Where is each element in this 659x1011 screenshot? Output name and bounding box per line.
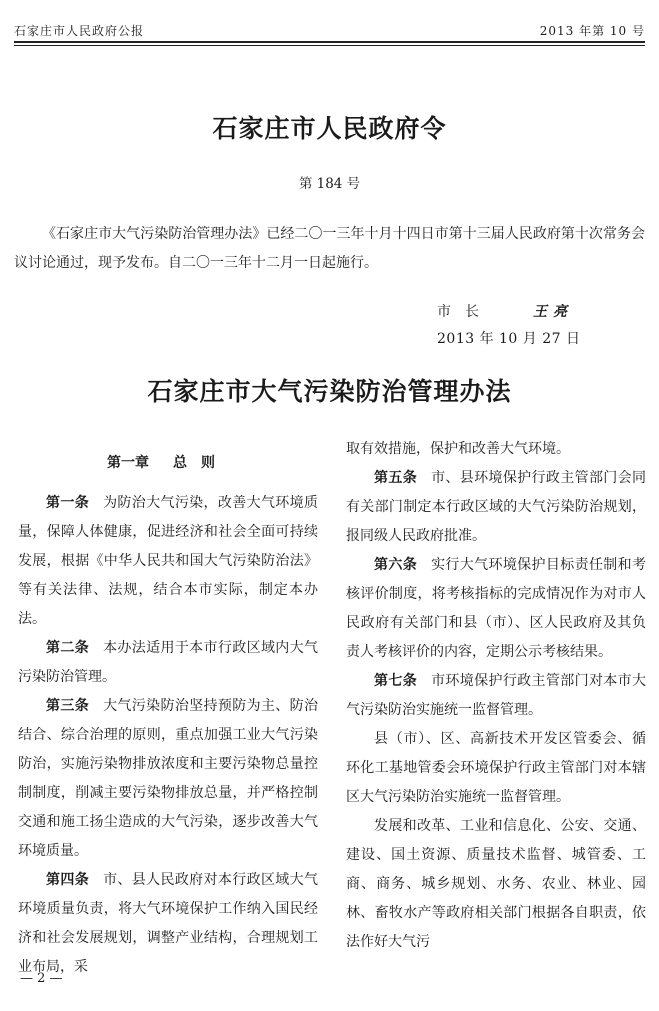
- chapter-heading: [18, 449, 318, 478]
- article-number: 第四条: [46, 872, 90, 888]
- article-number: 第五条: [374, 470, 418, 486]
- chapter-label: 第一章: [107, 455, 149, 471]
- article-text: 大气污染防治坚持预防为主、防治结合、综合治理的原则，重点加强工业大气污染防治，实施污染物排放浓度和主要污染物总量控制制度，削减主要污染物排放总量，并严格控制交通和施工扬尘造成的大气污染，逐步改善大气环境质量。: [18, 698, 319, 859]
- article-text: 市、县人民政府对本行政区域大气环境质量负责，将大气环境保护工作纳入国民经济和社会发展规划，调整产业结构，合理规划工业布局，采: [18, 872, 319, 975]
- promulgation-text: 《石家庄市大气污染防治管理办法》已经二〇一三年十月十四日市第十三届人民政府第十次常务会议讨论通过，现予发布。自二〇一三年十二月一日起施行。: [14, 226, 645, 271]
- measures-title: 石家庄市大气污染防治管理办法: [147, 377, 512, 406]
- left-column: [18, 439, 318, 982]
- signer-name: 王亮: [533, 304, 573, 320]
- article-number: 第一条: [46, 495, 90, 511]
- article-text: 市环境保护行政主管部门对本市大气污染防治实施统一监督管理。: [346, 673, 647, 718]
- article-number: 第二条: [46, 640, 90, 656]
- article-7-paragraph-2: 县（市）、区、高新技术开发区管委会、循环化工基地管委会环境保护行政主管部门对本辖区大气污染防治实施统一监督管理。: [346, 731, 646, 805]
- header-rule-thick: [14, 41, 645, 43]
- signing-date: 2013 年 10 月 27 日: [437, 331, 581, 347]
- article-number: 第六条: [374, 557, 418, 573]
- article-6: [346, 551, 646, 667]
- article-2: [18, 634, 318, 692]
- order-title: 石家庄市人民政府令: [212, 114, 447, 143]
- publication-name: 石家庄市人民政府公报: [14, 24, 145, 38]
- article-7: [346, 667, 646, 725]
- right-column: [346, 435, 646, 957]
- article-3: [18, 692, 318, 866]
- article-4-continued: 取有效措施，保护和改善大气环境。: [346, 441, 570, 457]
- article-1: [18, 489, 318, 634]
- article-7-paragraph-3: 发展和改革、工业和信息化、公安、交通、建设、国土资源、质量技术监督、城管委、工商、商务、城乡规划、水务、农业、林业、园林、畜牧水产等政府相关部门根据各自职责，依法作好大气污: [346, 818, 646, 950]
- signer-role: 市长: [437, 304, 493, 320]
- header-rule-thin: [14, 45, 645, 46]
- article-number: 第七条: [374, 673, 418, 689]
- article-number: 第三条: [46, 698, 90, 714]
- issue-number: 2013 年第 10 号: [539, 24, 645, 38]
- chapter-title: 总则: [173, 455, 229, 471]
- signer: [437, 301, 577, 321]
- article-4: [18, 866, 318, 982]
- article-text: 市、县环境保护行政主管部门会同有关部门制定本行政区域的大气污染防治规划，报同级人民政府批准。: [346, 470, 647, 544]
- article-text: 为防治大气污染，改善大气环境质量，保障人体健康，促进经济和社会全面可持续发展，根据《中华人民共和国大气污染防治法》等有关法律、法规，结合本市实际，制定本办法。: [18, 495, 319, 627]
- order-number: 第 184 号: [298, 176, 361, 192]
- page-number: — 2 —: [20, 971, 63, 986]
- article-5: [346, 464, 646, 551]
- article-text: 实行大气环境保护目标责任制和考核评价制度，将考核指标的完成情况作为对市人民政府有关部门和县（市）、区人民政府及其负责人考核评价的内容，定期公示考核结果。: [346, 557, 647, 660]
- article-text: 本办法适用于本市行政区域内大气污染防治管理。: [18, 640, 319, 685]
